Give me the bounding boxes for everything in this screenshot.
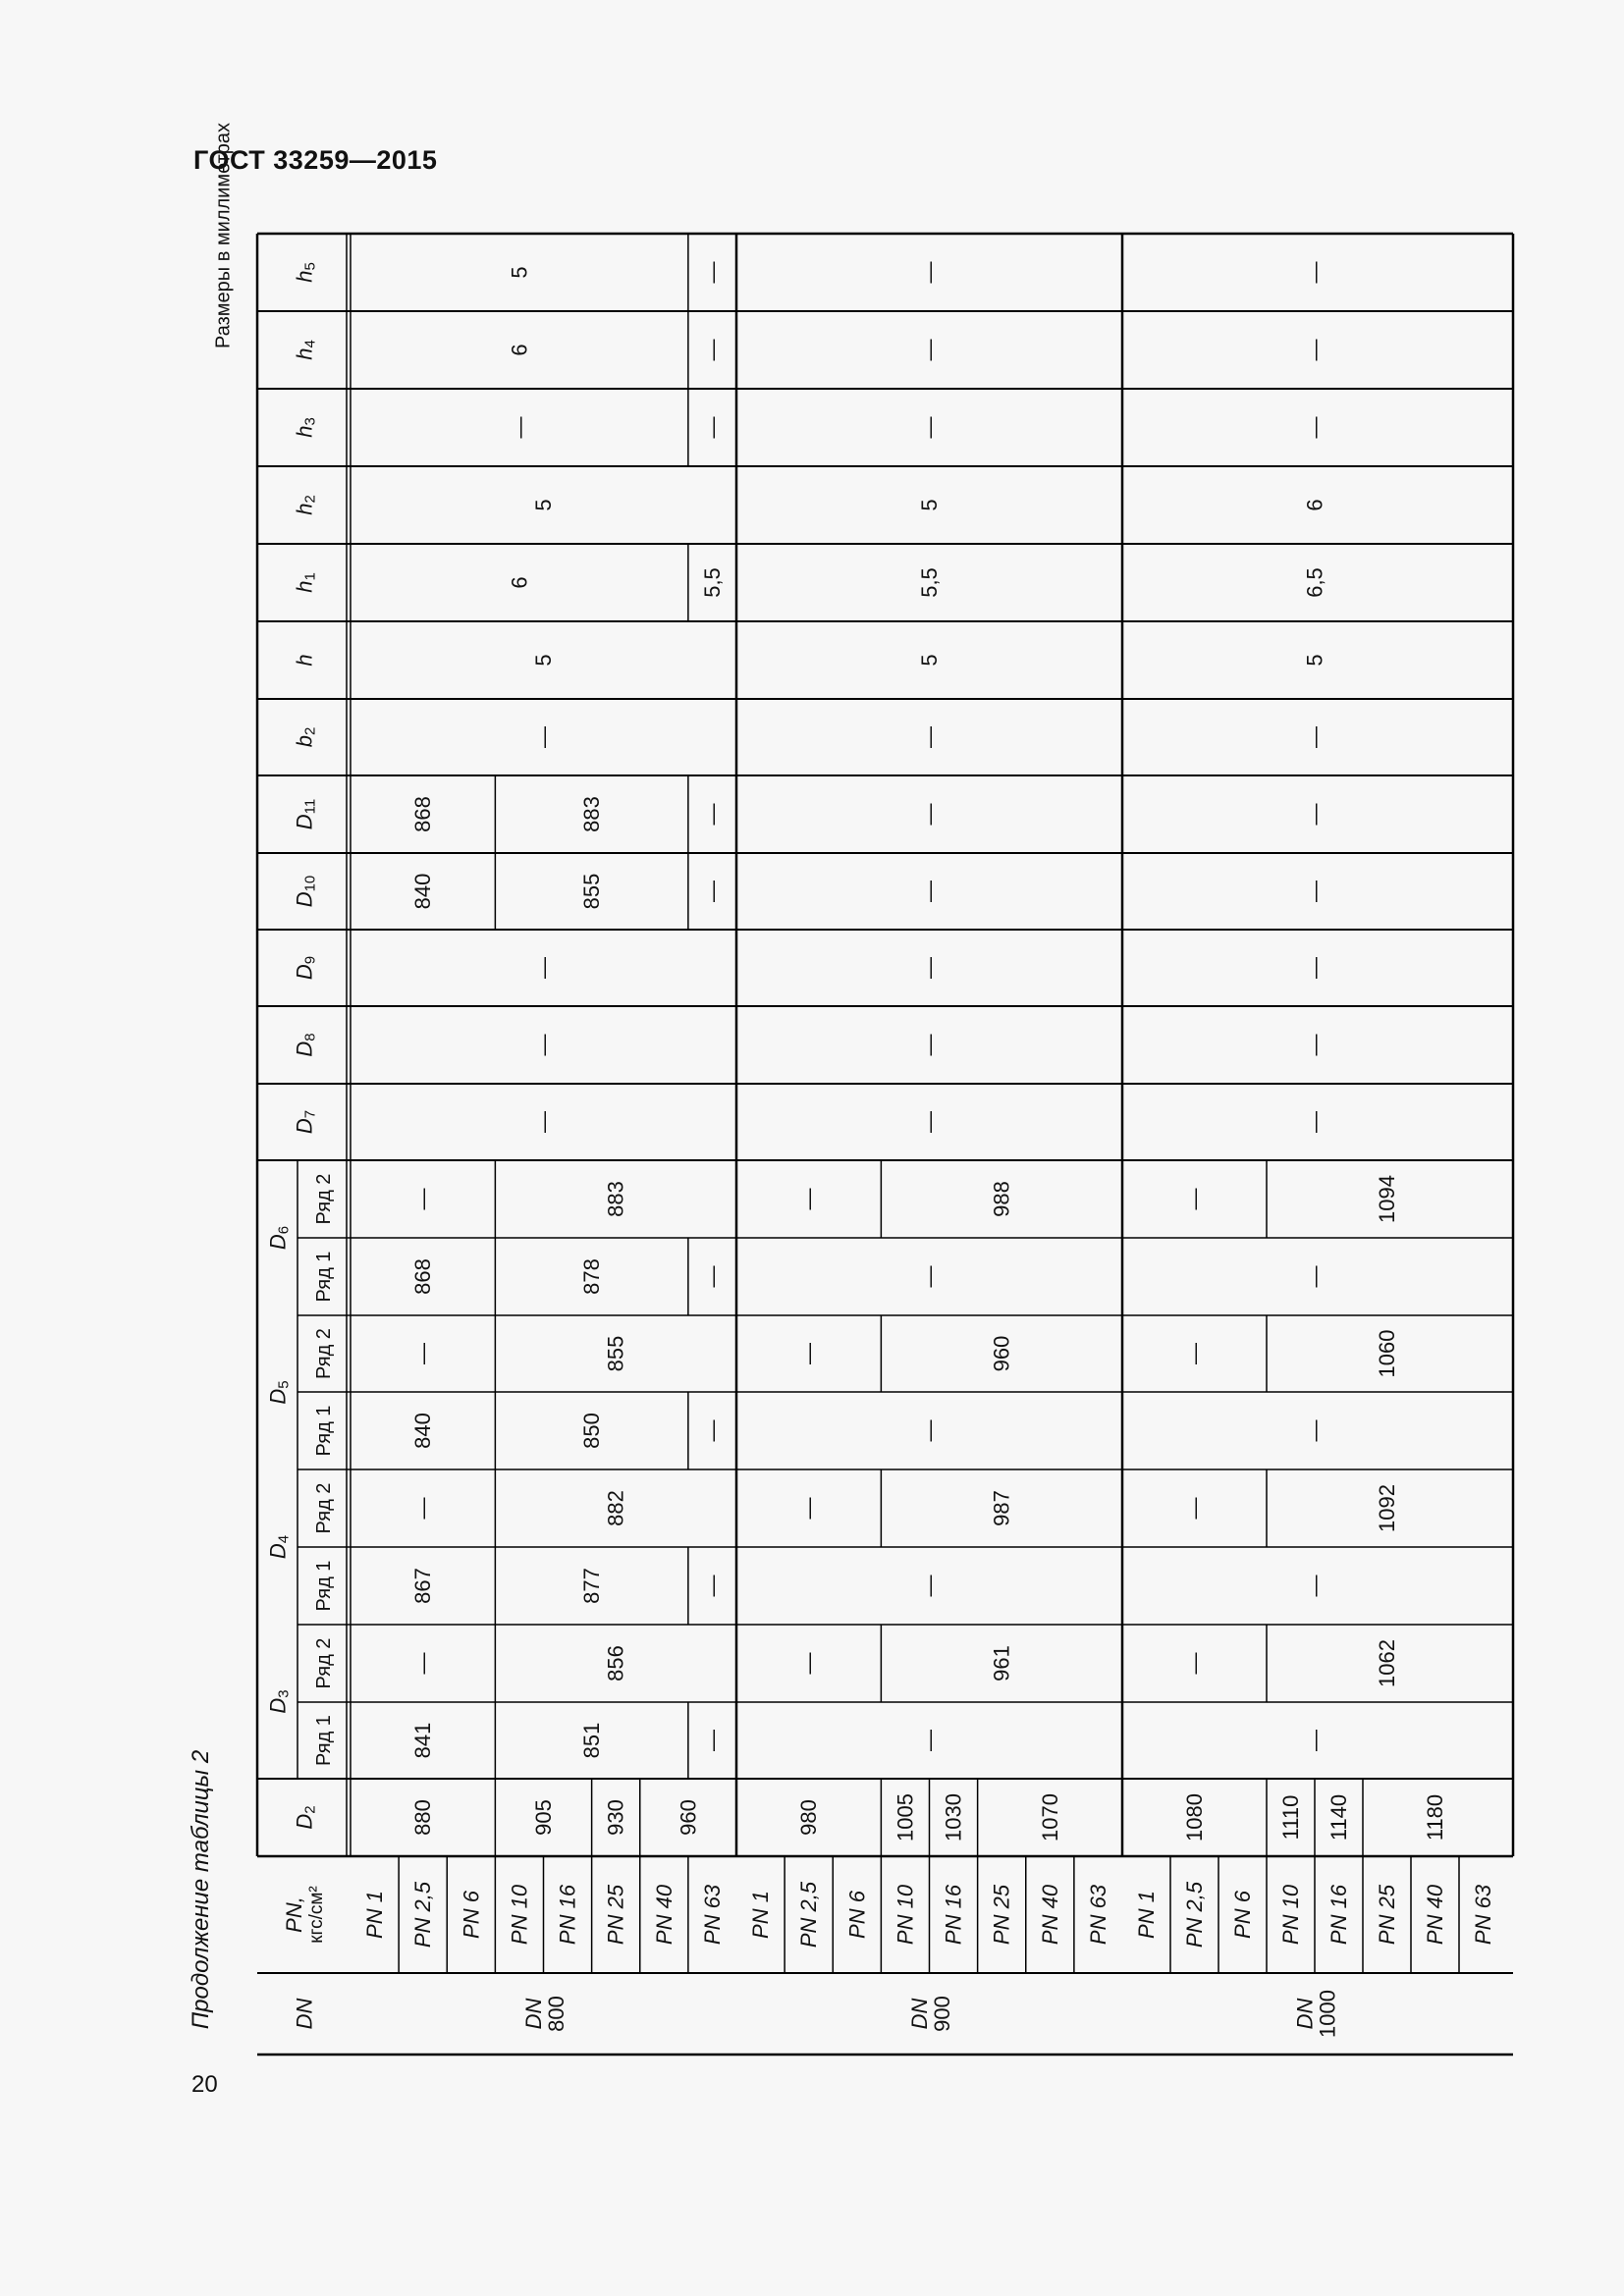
d6-ryad2-value: 1094 bbox=[1375, 1175, 1399, 1223]
h1-value: 5,5 bbox=[699, 567, 725, 598]
d3-ryad2-value: 961 bbox=[989, 1645, 1014, 1682]
d3-ryad2-value: — bbox=[796, 1652, 822, 1675]
d6-ryad1-value: 868 bbox=[410, 1258, 436, 1295]
d9-value: — bbox=[1302, 957, 1327, 979]
h1-value: 6 bbox=[507, 576, 532, 589]
d2-value: 905 bbox=[531, 1799, 556, 1836]
pn-value: PN 16 bbox=[555, 1884, 580, 1946]
d4-ryad2-value: — bbox=[1182, 1497, 1207, 1520]
header-d7: $D_7$ bbox=[292, 1109, 318, 1135]
d9-value: — bbox=[917, 957, 942, 979]
dn-label: DN bbox=[521, 1998, 546, 2030]
h-value: 5 bbox=[531, 654, 556, 667]
d4-ryad1-value: — bbox=[699, 1575, 725, 1597]
d7-value: — bbox=[1302, 1111, 1327, 1133]
dn-value: 900 bbox=[930, 1996, 954, 2032]
d2-value: 1005 bbox=[893, 1793, 918, 1842]
d6-ryad1-value: — bbox=[1302, 1265, 1327, 1288]
row-label-ryad-1: Ряд 1 bbox=[313, 1251, 335, 1303]
dn-value: 1000 bbox=[1315, 1990, 1340, 2038]
pn-value: PN 63 bbox=[1471, 1884, 1495, 1946]
d5-ryad1-value: 840 bbox=[410, 1413, 436, 1449]
pn-value: PN 10 bbox=[507, 1884, 532, 1946]
d5-ryad1-value: — bbox=[699, 1419, 725, 1442]
pn-value: PN 40 bbox=[1423, 1884, 1447, 1946]
d3-ryad1-value: — bbox=[917, 1730, 942, 1751]
h1-value: 5,5 bbox=[917, 567, 942, 598]
d2-value: 1180 bbox=[1423, 1793, 1447, 1842]
row-label-ryad-2: Ряд 2 bbox=[313, 1482, 335, 1534]
d11-value: — bbox=[1302, 803, 1327, 826]
pn-value: PN 1 bbox=[1134, 1891, 1159, 1939]
d4-ryad2-value: 1092 bbox=[1375, 1484, 1399, 1532]
pn-value: PN 16 bbox=[941, 1884, 966, 1946]
pn-value: PN 2,5 bbox=[1182, 1881, 1207, 1949]
d4-ryad2-value: 987 bbox=[989, 1490, 1014, 1526]
h5-value: — bbox=[699, 261, 725, 284]
h4-value: — bbox=[699, 339, 725, 361]
d5-ryad1-value: — bbox=[1302, 1419, 1327, 1442]
header-d11: $D_{11}$ bbox=[292, 798, 318, 830]
d4-ryad1-value: 877 bbox=[579, 1568, 605, 1604]
d4-ryad1-value: — bbox=[917, 1575, 942, 1597]
header-d3: $D_3$ bbox=[265, 1689, 292, 1714]
d6-ryad2-value: — bbox=[1182, 1188, 1207, 1210]
d6-ryad1-value: — bbox=[917, 1265, 942, 1288]
header-pn-units: кгс/см² bbox=[306, 1886, 327, 1944]
d6-ryad2-value: — bbox=[410, 1188, 436, 1210]
header-h: h bbox=[292, 654, 316, 667]
d3-ryad1-value: — bbox=[699, 1730, 725, 1751]
header-d10: $D_{10}$ bbox=[292, 875, 318, 908]
d2-value: 880 bbox=[410, 1799, 436, 1836]
d11-value: — bbox=[699, 803, 725, 826]
d4-ryad1-value: — bbox=[1302, 1575, 1327, 1597]
page-number: 20 bbox=[191, 2071, 218, 2098]
h3-value: — bbox=[917, 416, 942, 439]
d3-ryad1-value: 851 bbox=[579, 1722, 605, 1759]
d10-value: — bbox=[917, 881, 942, 902]
row-label-ryad-1: Ряд 1 bbox=[313, 1715, 335, 1766]
h5-value: — bbox=[1302, 261, 1327, 284]
d5-ryad2-value: — bbox=[796, 1343, 822, 1364]
pn-value: PN 1 bbox=[748, 1891, 774, 1939]
pn-value: PN 25 bbox=[1375, 1884, 1399, 1946]
d6-ryad2-value: 988 bbox=[989, 1181, 1014, 1217]
d3-ryad2-value: 856 bbox=[603, 1645, 628, 1682]
b2-value: — bbox=[531, 726, 556, 748]
d2-value: 1070 bbox=[1037, 1793, 1062, 1842]
d11-value: 868 bbox=[410, 796, 436, 832]
d6-ryad1-value: — bbox=[699, 1265, 725, 1288]
header-h2: $h_2$ bbox=[292, 495, 318, 515]
h4-value: — bbox=[1302, 339, 1327, 361]
h5-value: — bbox=[917, 261, 942, 284]
d2-value: 1030 bbox=[941, 1793, 966, 1842]
pn-value: PN 40 bbox=[1037, 1884, 1062, 1946]
dn-label: DN bbox=[907, 1998, 932, 2030]
pn-value: PN 2,5 bbox=[796, 1881, 822, 1949]
d4-ryad2-value: 882 bbox=[603, 1490, 628, 1526]
row-label-ryad-2: Ряд 2 bbox=[313, 1637, 335, 1689]
d2-value: 980 bbox=[796, 1799, 822, 1836]
pn-value: PN 6 bbox=[1230, 1891, 1255, 1939]
header-d6: $D_6$ bbox=[265, 1225, 292, 1251]
table-continuation-caption: Продолжение таблицы 2 bbox=[188, 1749, 214, 2030]
d8-value: — bbox=[917, 1034, 942, 1056]
pn-value: PN 40 bbox=[651, 1884, 677, 1946]
pn-value: PN 63 bbox=[699, 1884, 725, 1946]
row-label-ryad-2: Ряд 2 bbox=[313, 1328, 335, 1379]
pn-value: PN 10 bbox=[1278, 1884, 1303, 1946]
header-h5: $h_5$ bbox=[292, 262, 318, 283]
header-d9: $D_9$ bbox=[292, 955, 318, 981]
b2-value: — bbox=[1302, 726, 1327, 748]
header-h4: $h_4$ bbox=[292, 340, 318, 360]
pn-value: PN 63 bbox=[1085, 1884, 1110, 1946]
header-b2: $b_2$ bbox=[292, 726, 318, 748]
h4-value: 6 bbox=[507, 344, 532, 356]
header-h3: $h_3$ bbox=[292, 417, 318, 438]
d5-ryad2-value: 855 bbox=[603, 1335, 628, 1372]
dn-label: DN bbox=[1292, 1998, 1318, 2030]
d2-value: 930 bbox=[603, 1799, 628, 1836]
header-dn: DN bbox=[292, 1998, 316, 2030]
d3-ryad2-value: — bbox=[410, 1652, 436, 1675]
h3-value: — bbox=[507, 416, 532, 439]
row-label-ryad-1: Ряд 1 bbox=[313, 1405, 335, 1457]
d3-ryad1-value: — bbox=[1302, 1730, 1327, 1751]
d4-ryad1-value: 867 bbox=[410, 1568, 436, 1604]
d10-value: — bbox=[699, 881, 725, 902]
d5-ryad1-value: 850 bbox=[579, 1413, 605, 1449]
d7-value: — bbox=[917, 1111, 942, 1133]
h3-value: — bbox=[1302, 416, 1327, 439]
d8-value: — bbox=[531, 1034, 556, 1056]
h4-value: — bbox=[917, 339, 942, 361]
h2-value: 5 bbox=[917, 499, 942, 511]
d6-ryad2-value: 883 bbox=[603, 1181, 628, 1217]
dn-value: 800 bbox=[544, 1996, 568, 2032]
d7-value: — bbox=[531, 1111, 556, 1133]
d6-ryad1-value: 878 bbox=[579, 1258, 605, 1295]
d5-ryad2-value: 960 bbox=[989, 1335, 1014, 1372]
d11-value: 883 bbox=[579, 796, 605, 832]
header-d5: $D_5$ bbox=[265, 1380, 292, 1405]
d5-ryad2-value: — bbox=[410, 1343, 436, 1364]
d9-value: — bbox=[531, 957, 556, 979]
h3-value: — bbox=[699, 416, 725, 439]
document-title: ГОСТ 33259—2015 bbox=[193, 145, 438, 175]
d5-ryad2-value: 1060 bbox=[1375, 1329, 1399, 1378]
pn-value: PN 6 bbox=[844, 1891, 870, 1939]
pn-value: PN 1 bbox=[362, 1891, 388, 1939]
pn-value: PN 25 bbox=[989, 1884, 1014, 1946]
d2-value: 1080 bbox=[1182, 1793, 1207, 1842]
d10-value: — bbox=[1302, 881, 1327, 902]
h-value: 5 bbox=[1302, 654, 1327, 667]
d4-ryad2-value: — bbox=[410, 1497, 436, 1520]
d5-ryad2-value: — bbox=[1182, 1343, 1207, 1364]
row-label-ryad-2: Ряд 2 bbox=[313, 1173, 335, 1225]
pn-value: PN 2,5 bbox=[410, 1881, 436, 1949]
d6-ryad2-value: — bbox=[796, 1188, 822, 1210]
pn-value: PN 6 bbox=[459, 1891, 484, 1939]
header-pn: PN, bbox=[282, 1896, 306, 1933]
header-d2: $D_2$ bbox=[292, 1805, 318, 1830]
h2-value: 5 bbox=[531, 499, 556, 511]
d10-value: 840 bbox=[410, 873, 436, 910]
row-label-ryad-1: Ряд 1 bbox=[313, 1560, 335, 1612]
pn-value: PN 25 bbox=[603, 1884, 628, 1946]
d2-value: 960 bbox=[676, 1799, 701, 1836]
d3-ryad2-value: 1062 bbox=[1375, 1639, 1399, 1687]
d11-value: — bbox=[917, 803, 942, 826]
h5-value: 5 bbox=[507, 266, 532, 279]
d4-ryad2-value: — bbox=[796, 1497, 822, 1520]
h1-value: 6,5 bbox=[1302, 567, 1327, 598]
header-d8: $D_8$ bbox=[292, 1033, 318, 1057]
d3-ryad1-value: 841 bbox=[410, 1722, 436, 1759]
h-value: 5 bbox=[917, 654, 942, 667]
d2-value: 1140 bbox=[1326, 1793, 1351, 1842]
header-h1: $h_1$ bbox=[292, 572, 318, 593]
d2-value: 1110 bbox=[1278, 1794, 1303, 1841]
pn-value: PN 16 bbox=[1326, 1884, 1351, 1946]
h2-value: 6 bbox=[1302, 499, 1327, 511]
pn-value: PN 10 bbox=[893, 1884, 918, 1946]
d5-ryad1-value: — bbox=[917, 1419, 942, 1442]
b2-value: — bbox=[917, 726, 942, 748]
units-note: Размеры в миллиметрах bbox=[212, 123, 235, 348]
header-d4: $D_4$ bbox=[265, 1534, 292, 1560]
d8-value: — bbox=[1302, 1034, 1327, 1056]
d3-ryad2-value: — bbox=[1182, 1652, 1207, 1675]
d10-value: 855 bbox=[579, 873, 605, 910]
